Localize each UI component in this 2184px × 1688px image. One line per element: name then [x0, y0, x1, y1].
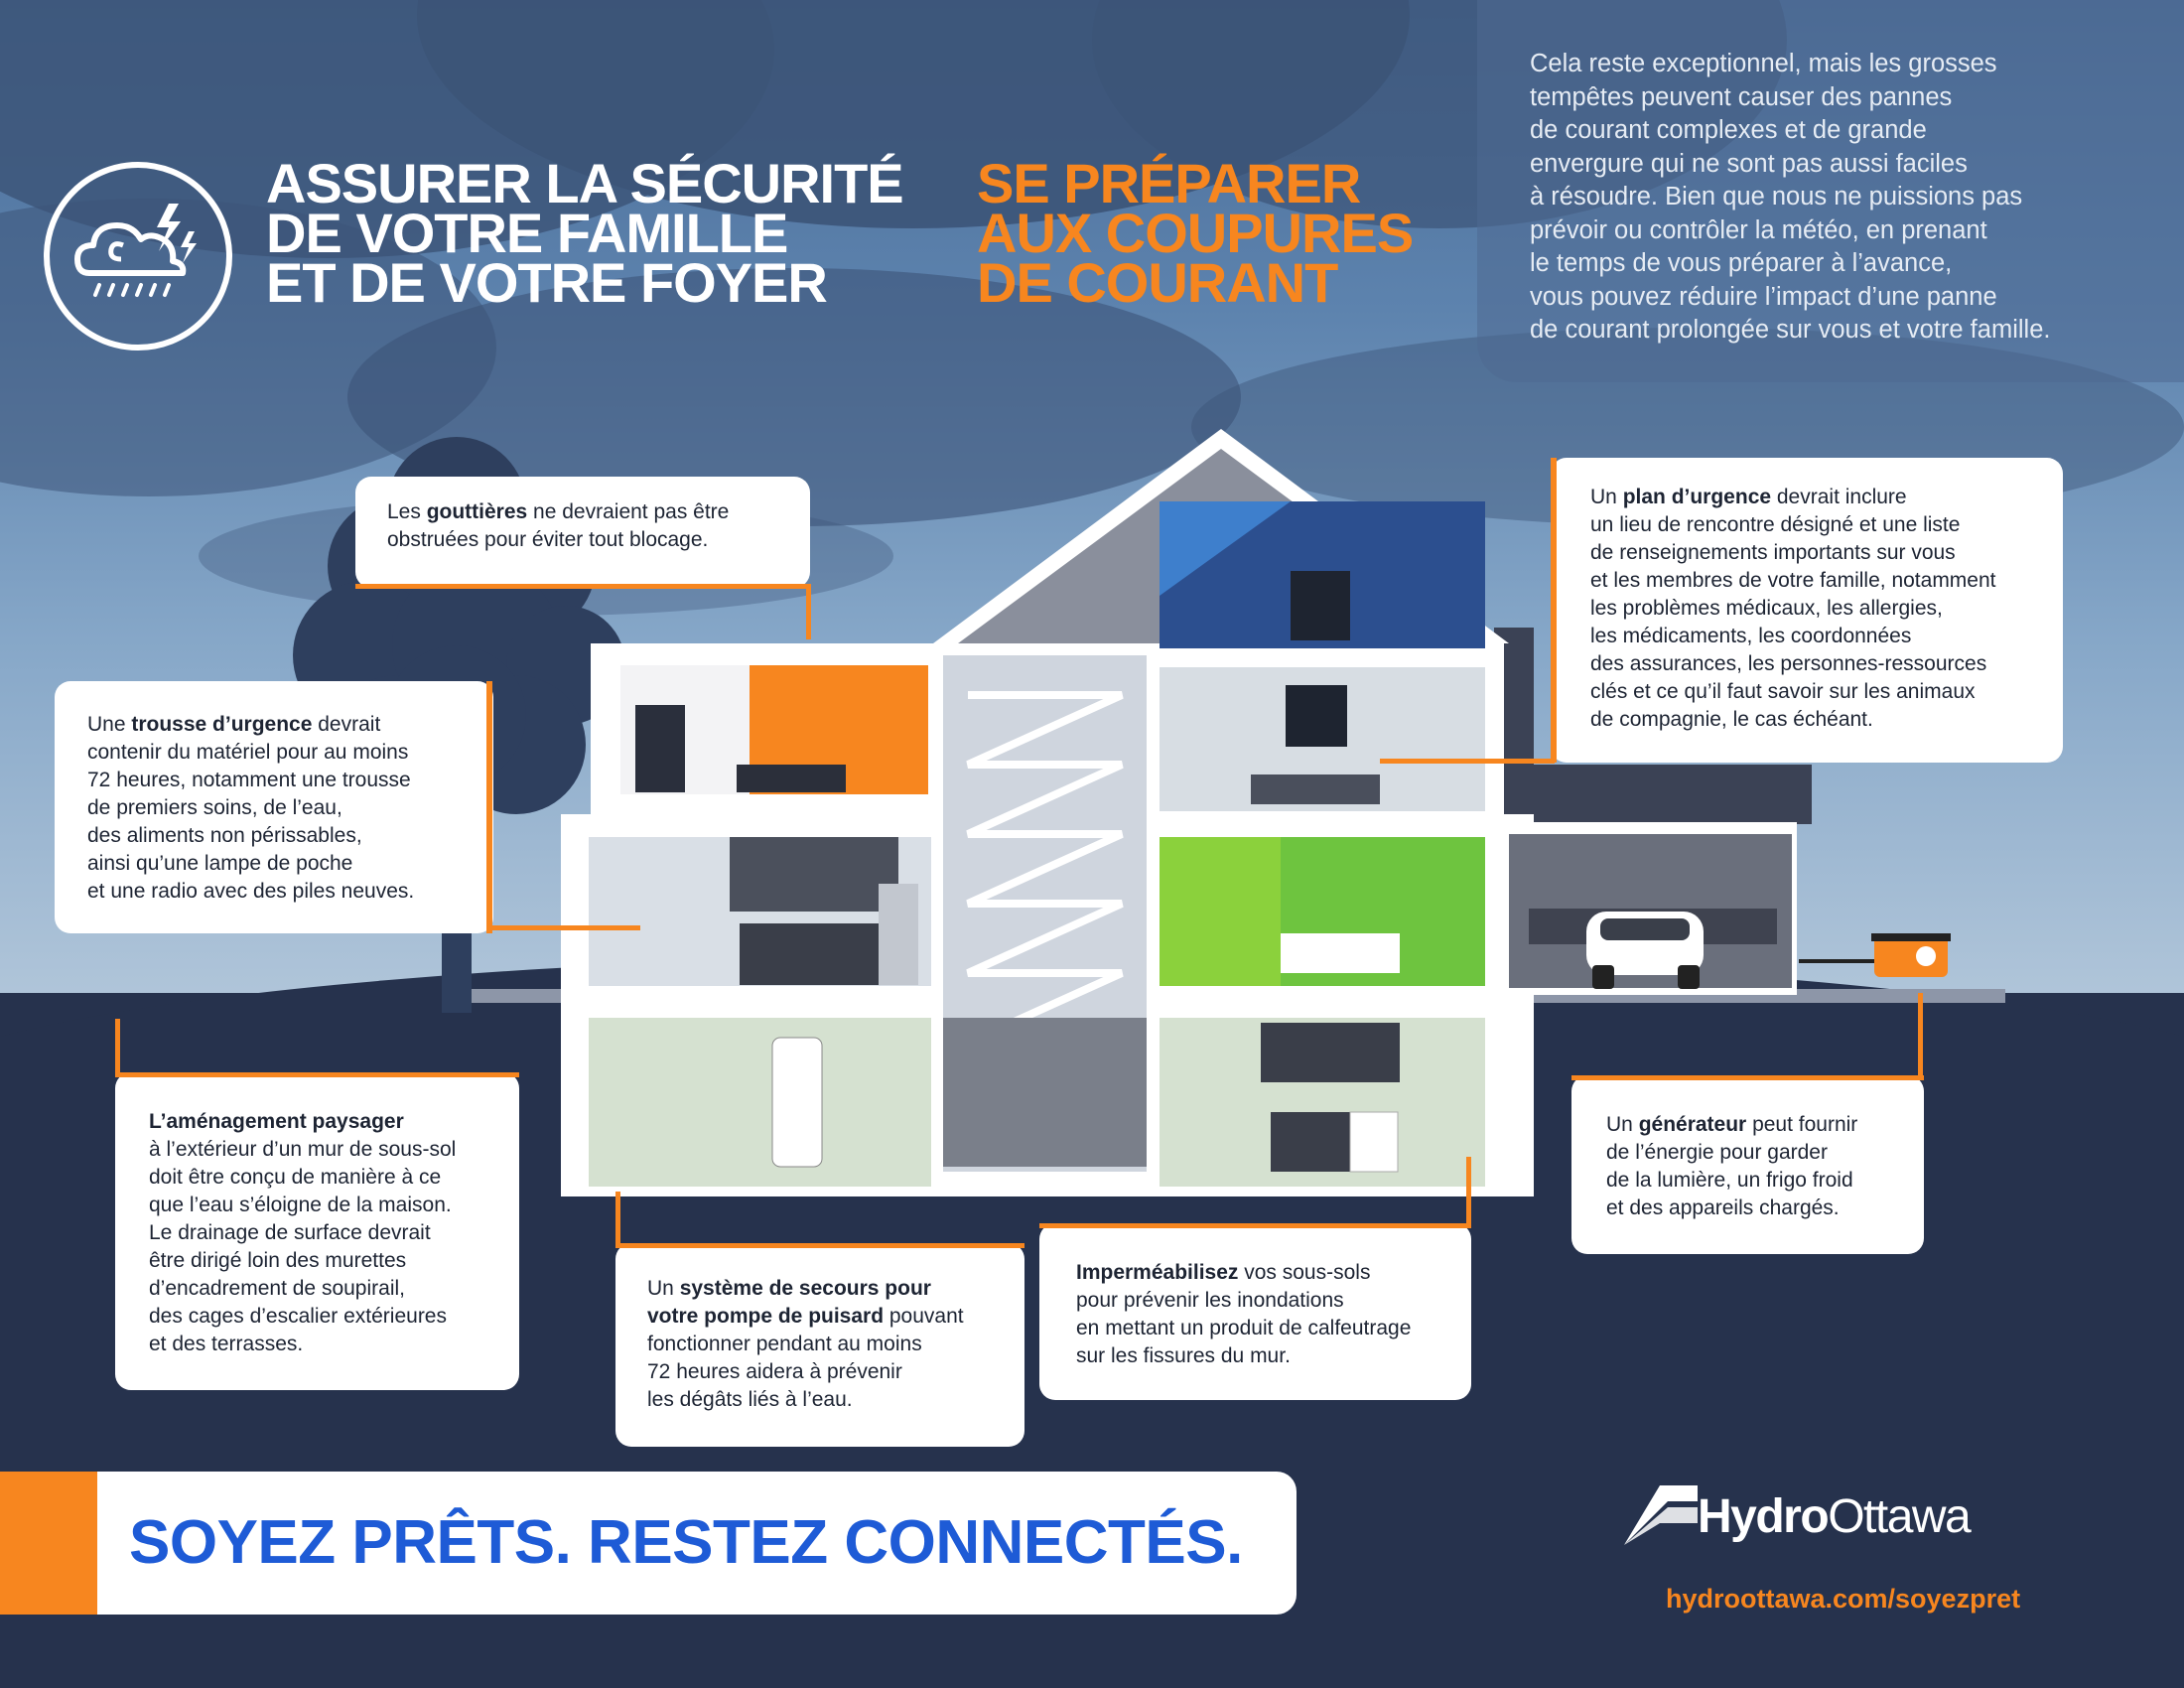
connector-landscaping-top	[115, 1072, 519, 1077]
banner-accent-stripe	[0, 1472, 97, 1615]
connector-sump-top	[615, 1243, 1024, 1248]
title-secondary: SE PRÉPARER AUX COUPURES DE COURANT	[977, 152, 1414, 314]
connector-generator-top	[1571, 1075, 1924, 1080]
connector-waterproof-rise	[1466, 1157, 1471, 1228]
callout-emergency-plan: Un plan d’urgence devrait inclure un lieu de rencontre désigné et une liste de renseignements importants sur vous et les membres de votre famille, notamment les problèmes médicaux, les allergies, les médicaments, les coordonnées des assurances, les personnes-ressources clés et ce qu’il faut savoir sur les animaux de compagnie, le cas échéant.	[1551, 458, 2063, 763]
connector-kit-link	[486, 925, 640, 930]
connector-plan-link	[1380, 759, 1555, 764]
hydro-ottawa-logo-mark	[1620, 1479, 1700, 1549]
connector-gutters-drop	[806, 584, 811, 639]
callout-waterproofing: Imperméabilisez vos sous-sols pour prévenir les inondations en mettant un produit de calfeutrage sur les fissures du mur.	[1039, 1223, 1471, 1400]
callout-emergency-kit: Une trousse d’urgence devrait contenir du matériel pour au moins 72 heures, notamment une trousse de premiers soins, de l’eau, des aliments non périssables, ainsi qu’une lampe de poche et une radio avec des piles neuves.	[55, 681, 493, 933]
connector-gutters-bottom	[355, 584, 810, 589]
connector-generator-rise	[1918, 993, 1923, 1078]
connector-waterproof-top	[1039, 1223, 1471, 1228]
callout-generator: Un générateur peut fournir de l’énergie pour garder de la lumière, un frigo froid et des appareils chargés.	[1571, 1075, 1924, 1254]
storm-cloud-icon	[44, 162, 232, 351]
callout-sump-pump: Un système de secours pour votre pompe de puisard pouvant fonctionner pendant au moins 72 heures aidera à prévenir les dégâts liés à l’eau.	[615, 1243, 1024, 1447]
logo-wordmark: HydroOttawa	[1698, 1490, 1971, 1543]
connector-plan-side	[1551, 458, 1557, 763]
callout-landscaping: L’aménagement paysager à l’extérieur d’un mur de sous-sol doit être conçu de manière à ce que l’eau s’éloigne de la maison. Le drainage de surface devrait être dirigé loin des murettes d’encadrement de soupirail, des cages d’escalier extérieures et des terrasses.	[115, 1072, 519, 1390]
slogan-text: SOYEZ PRÊTS. RESTEZ CONNECTÉS.	[129, 1508, 1243, 1577]
hydro-ottawa-logo[interactable]	[1620, 1479, 2037, 1549]
connector-kit-side	[486, 681, 492, 933]
website-link[interactable]: hydroottawa.com/soyezpret	[1666, 1584, 2021, 1614]
title-main: ASSURER LA SÉCURITÉ DE VOTRE FAMILLE ET DE VOTRE FOYER	[266, 152, 903, 314]
connector-landscaping-rise	[115, 1019, 120, 1076]
connector-sump-rise	[615, 1192, 620, 1247]
callout-gutters: Les gouttières ne devraient pas être obstruées pour éviter tout blocage.	[355, 477, 810, 588]
intro-text: Cela reste exceptionnel, mais les grosses tempêtes peuvent causer des pannes de courant complexes et de grande envergure qui ne sont pas aussi faciles à résoudre. Bien que nous ne puissions pas prévoir ou contrôler la météo, en prenant le temps de vous préparer à l’avance, vous pouvez réduire l’impact d’une panne de courant prolongée sur vous et votre famille.	[1530, 50, 2051, 344]
slogan-banner	[0, 1472, 1297, 1615]
